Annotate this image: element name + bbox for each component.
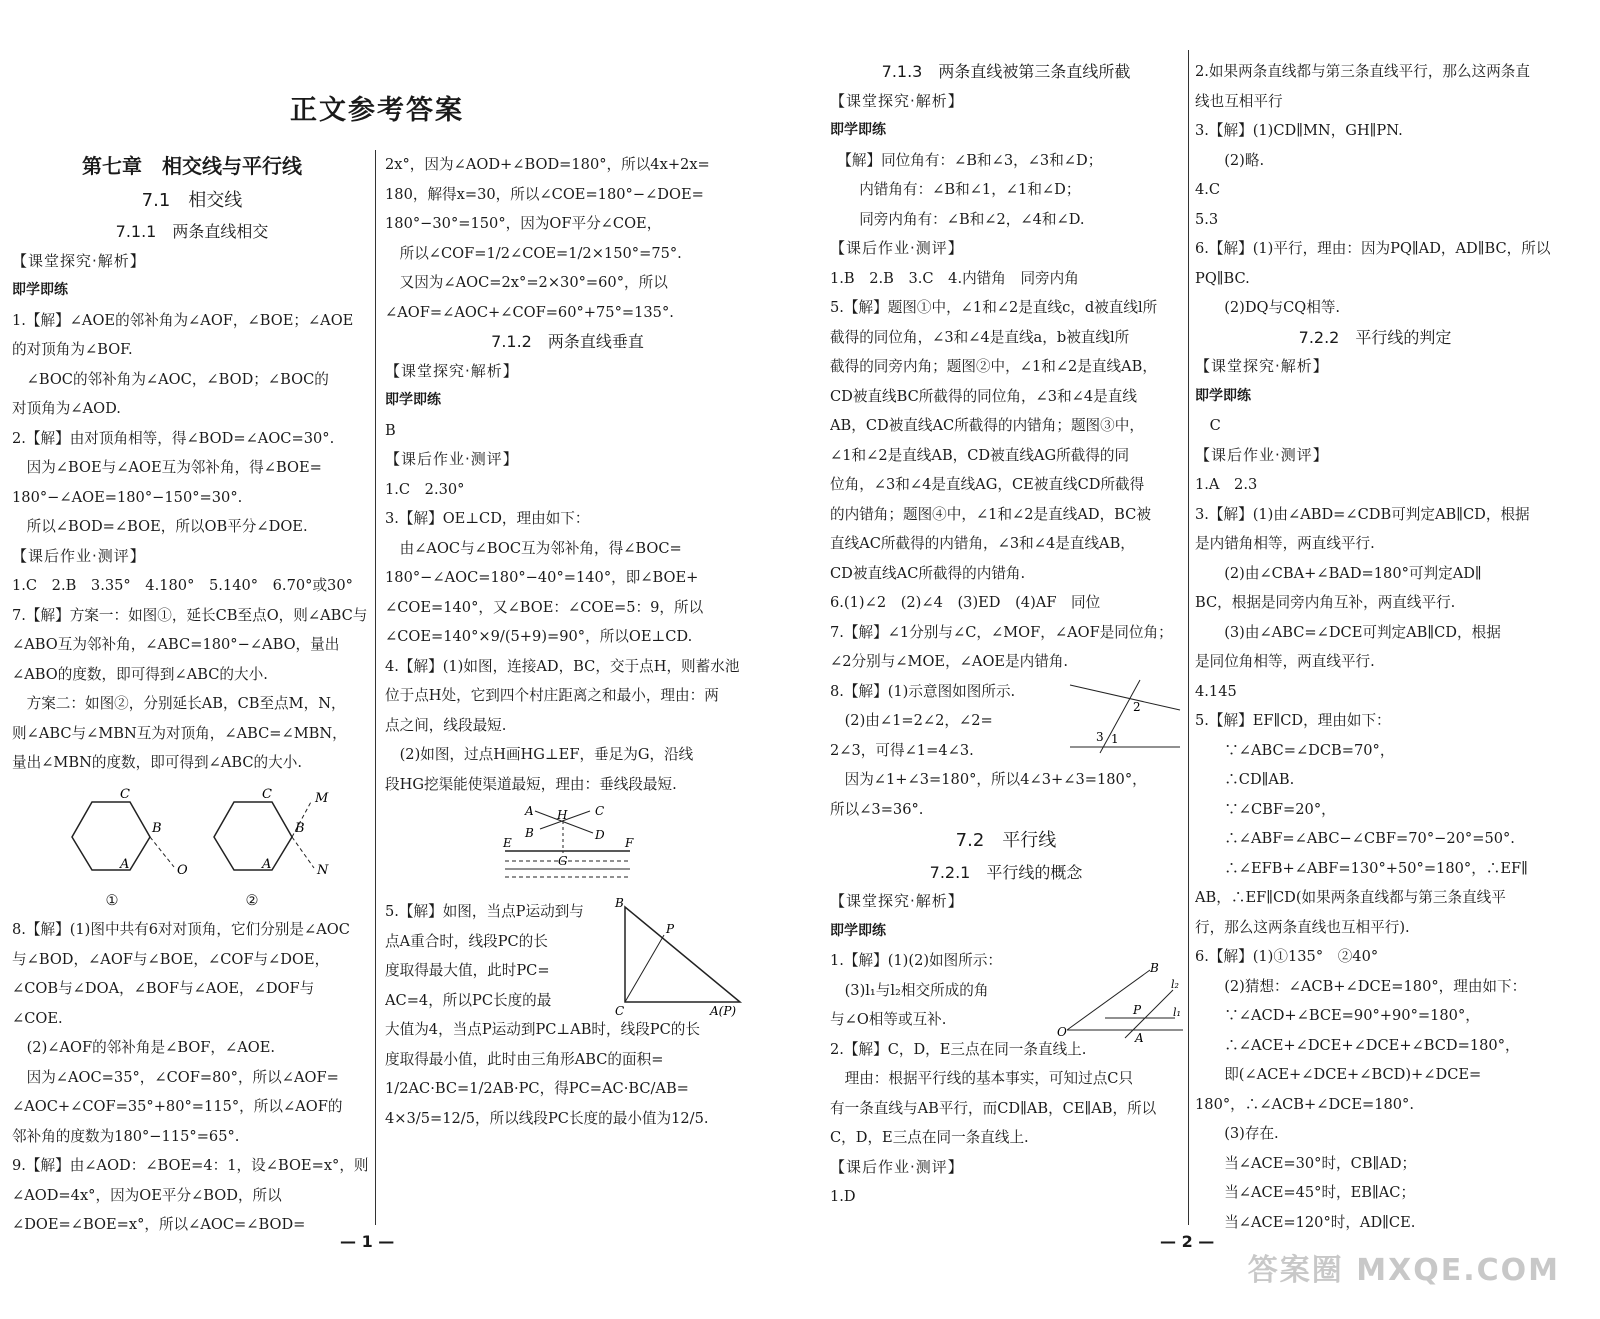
answer-line: 位于点H处，它到四个村庄距离之和最小，理由：两 (385, 687, 719, 704)
parallel-lines-figure (1055, 960, 1185, 1045)
answer-line: 与∠O相等或互补. (830, 1011, 947, 1028)
fig-label: 3 (1096, 730, 1104, 744)
answer-line: AC=4，所以PC长度的最 (385, 991, 552, 1009)
page-number: — 2 — (1160, 1232, 1215, 1251)
answer-line: 7.【解】∠1分别与∠C，∠MOF，∠AOF是同位角； (830, 623, 1173, 641)
fig-label: P (666, 922, 675, 936)
answer-line: (3)由∠ABC=∠DCE可判定AB∥CD，根据 (1195, 623, 1501, 641)
answer-line: ∠AOF=∠AOC+∠COF=60°+75°=135°. (385, 303, 674, 321)
answer-line: 即(∠ACE+∠DCE+∠BCD)+∠DCE= (1195, 1066, 1482, 1083)
answer-line: ∵∠CBF=20°， (1195, 800, 1336, 818)
answer-line: C，D，E三点在同一条直线上. (830, 1129, 1029, 1146)
fig-label: A(P) (710, 1004, 737, 1017)
answer-line: 【课堂探究·解析】 (12, 251, 146, 270)
answer-line: 度取得最小值，此时由三角形ABC的面积= (385, 1050, 664, 1068)
answer-line: (2)由∠1=2∠2，∠2= (830, 712, 993, 729)
answer-line: 是内错角相等，两直线平行. (1195, 535, 1375, 552)
fig-label: O (177, 862, 188, 878)
answer-line: 1.C 2.B 3.35° 4.180° 5.140° 6.70°或30° (12, 577, 353, 594)
answer-line: 6.【解】(1)①135° ②40° (1195, 948, 1379, 965)
answer-line: 4×3/5=12/5，所以线段PC长度的最小值为12/5. (385, 1109, 709, 1127)
answer-line: 量出∠MBN的度数，即可得到∠ABC的大小. (12, 754, 302, 771)
answer-line: C (1195, 417, 1221, 434)
answer-block (1195, 352, 1555, 1237)
answer-line: 即学即练 (385, 392, 441, 408)
fig-label: B (152, 820, 162, 836)
answer-line: 1.C 2.30° (385, 480, 465, 498)
answer-line: 【课堂探究·解析】 (830, 892, 964, 910)
answer-line: 3.【解】(1)CD∥MN，GH∥PN. (1195, 122, 1403, 139)
answer-line: 截得的同位角，∠3和∠4是直线a，b被直线l所 (830, 328, 1130, 346)
answer-block (830, 887, 1182, 1212)
answer-line: 是同位角相等，两直线平行. (1195, 653, 1375, 670)
answer-line: 1.B 2.B 3.C 4.内错角 同旁内角 (830, 269, 1079, 287)
fig-label: H (557, 808, 568, 822)
column-4 (1195, 57, 1555, 1237)
fig-label: O (1057, 1025, 1067, 1039)
fig-caption: ① (105, 891, 119, 909)
answer-line: (3)l₁与l₂相交所成的角 (830, 981, 989, 999)
answer-line: (2)∠AOF的邻补角是∠BOF，∠AOE. (12, 1039, 276, 1056)
answer-line: 所以∠COF=1/2∠COE=1/2×150°=75°. (385, 244, 682, 262)
answer-line: 当∠ACE=30°时，CB∥AD； (1195, 1154, 1417, 1172)
answer-line: CD被直线BC所截得的同位角，∠3和∠4是直线 (830, 387, 1137, 405)
answer-line: 的内错角；题图④中，∠1和∠2是直线AD，BC被 (830, 505, 1151, 523)
fig-label: B (525, 826, 534, 840)
fig-label: B (1150, 961, 1159, 975)
answer-block (1195, 57, 1555, 323)
answer-line: 所以∠3=36°. (830, 800, 924, 818)
answer-line: 所以∠BOD=∠BOE，所以OB平分∠DOE. (12, 518, 308, 535)
answer-line: 8.【解】(1)图中共有6对对顶角，它们分别是∠AOC (12, 921, 350, 938)
answer-line: 2.【解】由对顶角相等，得∠BOD=∠AOC=30°. (12, 429, 335, 447)
answer-line: 2.如果两条直线都与第三条直线平行，那么这两条直 (1195, 63, 1530, 80)
answer-line: ∴∠ABF=∠ABC−∠CBF=70°−20°=50°. (1195, 830, 1515, 847)
fig-label: E (503, 836, 512, 850)
triangle-figure (610, 897, 750, 1017)
column-1 (12, 150, 372, 1240)
answer-line: 5.3 (1195, 210, 1219, 228)
answer-line: 【课后作业·测评】 (830, 1157, 964, 1176)
answer-line: 1.A 2.3 (1195, 476, 1258, 493)
answer-line: 【课后作业·测评】 (385, 450, 519, 468)
answer-line: CD被直线AC所截得的内错角. (830, 564, 1026, 582)
answer-line: ∠1和∠2是直线AB，CD被直线AG所截得的同 (830, 446, 1130, 464)
answer-line: 直线AC所截得的内错角，∠3和∠4是直线AB， (830, 535, 1135, 552)
answer-line: 4.145 (1195, 682, 1237, 700)
problem-5-block (385, 897, 750, 1133)
answer-line: 方案二：如图②，分别延长AB，CB至点M，N， (12, 695, 346, 712)
answer-line: 1.【解】(1)(2)如图所示： (830, 952, 1003, 969)
page-2 (830, 0, 1600, 1319)
fig-label: C (262, 786, 272, 802)
answer-line: 1.D (830, 1188, 856, 1205)
answer-line: 即学即练 (1195, 387, 1251, 404)
answer-line: 5.【解】EF∥CD，理由如下： (1195, 712, 1391, 729)
fig-label: C (120, 786, 130, 802)
fig-label: N (317, 862, 329, 878)
answer-line: ∠AOD=4x°，因为OE平分∠BOD，所以 (12, 1186, 282, 1204)
answer-line: 位角，∠3和∠4是直线AG，CE被直线CD所截得 (830, 476, 1145, 493)
answer-line: 180°，∴∠ACB+∠DCE=180°. (1195, 1095, 1414, 1113)
answer-line: 1/2AC·BC=1/2AB·PC，得PC=AC·BC/AB= (385, 1080, 689, 1097)
fig-label: C (595, 804, 605, 818)
fig-label: C (615, 1004, 625, 1017)
answer-line: 因为∠BOE与∠AOE互为邻补角，得∠BOE= (12, 459, 322, 476)
answer-line: 内错角有：∠B和∠1，∠1和∠D； (830, 181, 1081, 198)
answer-line: 【课堂探究·解析】 (830, 91, 964, 110)
answer-line: 的对顶角为∠BOF. (12, 341, 133, 358)
subsection-heading: 7.1.1 两条直线相交 (115, 222, 269, 241)
fig-label: B (615, 897, 624, 910)
answer-line: ∠BOC的邻补角为∠AOC，∠BOD；∠BOC的 (12, 370, 329, 388)
answer-block (385, 150, 750, 327)
answer-line: (2)由∠CBA+∠BAD=180°可判定AD∥ (1195, 564, 1482, 582)
answer-line: 与∠BOD，∠AOF与∠BOE，∠COF与∠DOE， (12, 950, 330, 968)
answer-line: 行，那么这两条直线也互相平行). (1195, 918, 1410, 936)
column-divider (375, 150, 376, 1225)
answer-line: 又因为∠AOC=2x°=2×30°=60°，所以 (385, 274, 668, 291)
answer-line: ∴CD∥AB. (1195, 771, 1295, 788)
answer-line: 180，解得x=30，所以∠COE=180°−∠DOE= (385, 185, 704, 203)
fig-label: F (625, 836, 634, 850)
fig-label: M (315, 790, 329, 806)
section-heading: 7.2 平行线 (955, 830, 1057, 851)
fig-label: l₂ (1171, 978, 1179, 991)
answer-line: 【课后作业·测评】 (12, 546, 146, 565)
answer-line: 2x°，因为∠AOD+∠BOD=180°，所以4x+2x= (385, 156, 710, 173)
answer-line: 180°−30°=150°，因为OF平分∠COE， (385, 215, 662, 232)
answer-line: 度取得最大值，此时PC= (385, 962, 550, 979)
subsection-heading: 7.1.2 两条直线垂直 (491, 332, 644, 351)
subsection-heading: 7.2.2 平行线的判定 (1298, 327, 1452, 347)
answer-line: 理由：根据平行线的基本事实，可知过点C只 (830, 1070, 1134, 1087)
angle-figure (1065, 675, 1185, 755)
figure-captions (42, 886, 322, 916)
watermark: 答案圈 MXQE.COM (1247, 1253, 1560, 1288)
answer-line: 则∠ABC与∠MBN互为对顶角，∠ABC=∠MBN， (12, 724, 347, 742)
answer-line: ∴∠ACE+∠DCE+∠DCE+∠BCD=180°， (1195, 1036, 1520, 1054)
fig-caption: ② (245, 891, 259, 909)
answer-block (12, 247, 372, 778)
answer-line: 截得的同旁内角；题图②中，∠1和∠2是直线AB， (830, 358, 1157, 375)
answer-line: 对顶角为∠AOD. (12, 400, 121, 417)
section-heading: 7.1 相交线 (141, 189, 243, 211)
answer-line: 线也互相平行 (1195, 92, 1283, 110)
subsection-heading: 7.2.1 平行线的概念 (929, 862, 1083, 882)
answer-block (385, 357, 750, 800)
answer-line: 2∠3，可得∠1=4∠3. (830, 741, 974, 759)
answer-line: 6.(1)∠2 (2)∠4 (3)ED (4)AF 同位 (830, 594, 1101, 611)
answer-line: 即学即练 (830, 922, 886, 939)
answer-line: 段HG挖渠能使渠道最短，理由：垂线段最短. (385, 775, 677, 793)
fig-label: A (525, 804, 534, 818)
answer-line: ∠2分别与∠MOE，∠AOE是内错角. (830, 653, 1069, 670)
answer-line: 当∠ACE=120°时，AD∥CE. (1195, 1213, 1416, 1231)
answer-line: ∠COE. (12, 1009, 63, 1027)
answer-line: 9.【解】由∠AOD：∠BOE=4：1，设∠BOE=x°，则 (12, 1157, 369, 1174)
fig-label: G (558, 854, 568, 868)
answer-line: 【课后作业·测评】 (1195, 445, 1329, 464)
answer-line: ∵∠ABC=∠DCB=70°， (1195, 741, 1395, 759)
answer-line: 因为∠1+∠3=180°，所以4∠3+∠3=180°， (830, 771, 1147, 788)
answer-line: 点A重合时，线段PC的长 (385, 932, 548, 950)
fig-label: D (595, 828, 605, 842)
answer-line: (2)略. (1195, 151, 1265, 169)
answer-line: 即学即练 (12, 282, 68, 298)
fig-label: 2 (1133, 700, 1141, 714)
answer-line: BC，根据是同旁内角互补，两直线平行. (1195, 594, 1456, 611)
answer-line: 3.【解】OE⊥CD，理由如下： (385, 510, 590, 527)
answer-line: 8.【解】(1)示意图如图所示. (830, 682, 1016, 700)
answer-line: ∴∠EFB+∠ABF=130°+50°=180°，∴EF∥ (1195, 859, 1528, 877)
answer-line: ∠ABO的度数，即可得到∠ABC的大小. (12, 665, 268, 683)
page-number: — 1 — (340, 1232, 395, 1251)
answer-line: (3)存在. (1195, 1125, 1279, 1142)
answer-line: (2)猜想：∠ACB+∠DCE=180°，理由如下： (1195, 977, 1527, 995)
column-divider (1188, 50, 1189, 1225)
answer-line: PQ∥BC. (1195, 269, 1250, 287)
answer-line: 【课堂探究·解析】 (1195, 357, 1329, 375)
answer-line: 6.【解】(1)平行，理由：因为PQ∥AD，AD∥BC，所以 (1195, 240, 1551, 257)
page-title: 正文参考答案 (290, 95, 464, 126)
answer-line: ∵∠ACD+∠BCE=90°+90°=180°， (1195, 1007, 1480, 1024)
fig-label: 1 (1111, 732, 1119, 746)
fig-label: A (120, 856, 130, 872)
answer-line: ∠AOC+∠COF=35°+80°=115°，所以∠AOF的 (12, 1098, 343, 1115)
answer-line: (2)DQ与CQ相等. (1195, 299, 1341, 316)
answer-line: 即学即练 (830, 122, 886, 138)
chapter-heading: 第七章 相交线与平行线 (82, 154, 302, 178)
answer-line: B (385, 421, 396, 439)
hexagon-figures (12, 782, 372, 882)
answer-line: 7.【解】方案一：如图①，延长CB至点O，则∠ABC与 (12, 606, 368, 624)
answer-line: 【课后作业·测评】 (830, 239, 964, 257)
answer-line: 因为∠AOC=35°，∠COF=80°，所以∠AOF= (12, 1068, 339, 1086)
answer-line: 180°−∠AOE=180°−150°=30°. (12, 488, 243, 506)
fig-label: A (262, 856, 272, 872)
answer-line: ∠DOE=∠BOE=x°，所以∠AOC=∠BOD= (12, 1216, 306, 1233)
fig-label: l₁ (1173, 1006, 1181, 1019)
answer-line: AB，∴EF∥CD(如果两条直线都与第三条直线平 (1195, 889, 1506, 906)
answer-line: 大值为4，当点P运动到PC⊥AB时，线段PC的长 (385, 1021, 700, 1038)
answer-line: 4.【解】(1)如图，连接AD，BC，交于点H，则蓄水池 (385, 657, 740, 675)
answer-line: ∠ABO互为邻补角，∠ABC=180°−∠ABO，量出 (12, 636, 340, 653)
answer-line: 180°−∠AOC=180°−40°=140°，即∠BOE+ (385, 569, 699, 586)
answer-line: 1.【解】∠AOE的邻补角为∠AOF，∠BOE；∠AOE (12, 311, 354, 329)
fig-label: A (1135, 1031, 1144, 1045)
answer-line: (2)如图，过点H画HG⊥EF，垂足为G，沿线 (385, 746, 694, 763)
answer-line: 5.【解】题图①中，∠1和∠2是直线c，d被直线l所 (830, 299, 1158, 316)
answer-line: ∠COE=140°，又∠BOE：∠COE=5：9，所以 (385, 598, 704, 616)
column-2 (385, 150, 750, 1133)
canal-figure (385, 803, 745, 893)
fig-label: P (1133, 1003, 1142, 1017)
answer-line: AB，CD被直线AC所截得的内错角；题图③中， (830, 417, 1144, 434)
subsection-heading: 7.1.3 两条直线被第三条直线所截 (881, 62, 1131, 81)
answer-line: 【课堂探究·解析】 (385, 361, 519, 380)
answer-line: 当∠ACE=45°时，EB∥AC； (1195, 1184, 1416, 1201)
answer-line: 2.【解】C，D，E三点在同一条直线上. (830, 1040, 1087, 1058)
fig-label: B (295, 820, 305, 836)
answer-line: 有一条直线与AB平行，而CD∥AB，CE∥AB，所以 (830, 1099, 1157, 1117)
answer-line: 由∠AOC与∠BOC互为邻补角，得∠BOC= (385, 539, 682, 557)
answer-line: 邻补角的度数为180°−115°=65°. (12, 1127, 240, 1145)
answer-line: ∠COB与∠DOA，∠BOF与∠AOE，∠DOF与 (12, 980, 315, 997)
answer-line: ∠COE=140°×9/(5+9)=90°，所以OE⊥CD. (385, 628, 693, 645)
answer-line: 5.【解】如图，当点P运动到与 (385, 903, 584, 920)
answer-block (12, 915, 372, 1240)
page-1 (0, 0, 760, 1319)
answer-line: 4.C (1195, 181, 1221, 198)
answer-line: 同旁内角有：∠B和∠2，∠4和∠D. (830, 210, 1085, 228)
answer-line: 点之间，线段最短. (385, 716, 507, 734)
answer-line: 3.【解】(1)由∠ABD=∠CDB可判定AB∥CD，根据 (1195, 505, 1530, 523)
answer-line: 【解】同位角有：∠B和∠3，∠3和∠D； (830, 151, 1103, 169)
